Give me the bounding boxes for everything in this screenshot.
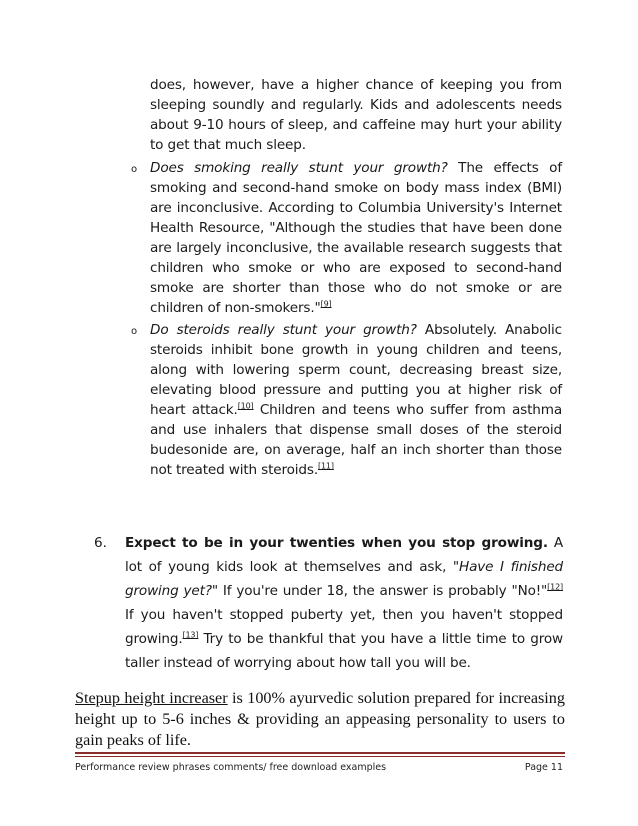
growth-age-heading: Expect to be in your twenties when you stop growing. [125, 535, 548, 551]
reference-link-9[interactable]: [9] [320, 299, 332, 309]
steroids-answer-part2: Children and teens who suffer from asthma and use inhalers that dispense small doses of the steroid budesonide are, on average, half an inch shorter than those not treated with steroids. [150, 402, 562, 478]
reference-link-13[interactable]: [13] [182, 630, 199, 640]
sleep-text: does, however, have a higher chance of keeping you from sleeping soundly and regularly. Kids and adolescents needs about 9-10 hours of sleep, and caffeine may hurt your ability to get that much sleep. [150, 77, 562, 153]
growth-age-text-part2: If you're under 18, the answer is probably "No!" [218, 583, 548, 599]
reference-link-10[interactable]: [10] [237, 401, 254, 411]
reference-link-11[interactable]: [11] [318, 461, 334, 471]
growth-age-text-part1: A lot of young kids look at themselves and ask, [125, 535, 563, 575]
steroids-paragraph [150, 320, 562, 480]
footer-divider-thick [75, 752, 565, 754]
growth-age-text-part3: If you haven't stopped puberty yet, then you haven't stopped growing. [125, 607, 563, 647]
page-number: Page 11 [524, 762, 563, 773]
promo-link[interactable]: Stepup height increaser [75, 689, 228, 707]
list-item-number: 6. [94, 535, 107, 551]
promo-paragraph [75, 688, 565, 751]
reference-link-12[interactable]: [12] [547, 582, 563, 592]
footer-title: Performance review phrases comments/ free download examples [75, 762, 387, 773]
steroids-answer-part1: Absolutely. Anabolic steroids inhibit bone growth in young children and teens, along with lowering sperm count, decreasing breast size, elevating blood pressure and putting you at higher risk of heart attack. [150, 322, 563, 418]
growth-age-paragraph [125, 531, 563, 675]
sleep-paragraph-continuation [150, 75, 562, 155]
bullet-marker-steroids: o [131, 326, 138, 337]
smoking-paragraph [150, 158, 562, 318]
smoking-answer: The effects of smoking and second-hand smoke on body mass index (BMI) are inconclusive. According to Columbia University's Internet Health Resource, "Although the studies that have been done are largely inconclusive, the available research suggests that children who smoke or who are exposed to second-hand smoke are shorter than those who do not smoke or are children of non-smokers." [150, 160, 562, 316]
footer-divider-thin [75, 756, 565, 757]
growth-age-text-part4: Try to be thankful that you have a little time to grow taller instead of worrying about how tall you will be. [125, 631, 563, 671]
bullet-marker-smoking: o [131, 164, 138, 175]
promo-text: is 100% ayurvedic solution prepared for increasing height up to 5-6 inches & providing an appeasing personality to users to gain peaks of life. [75, 689, 565, 749]
smoking-question: Does smoking really stunt your growth? [150, 160, 448, 176]
steroids-question: Do steroids really stunt your growth? [150, 322, 417, 338]
growth-age-quote: "Have I finished growing yet?" [125, 559, 564, 599]
